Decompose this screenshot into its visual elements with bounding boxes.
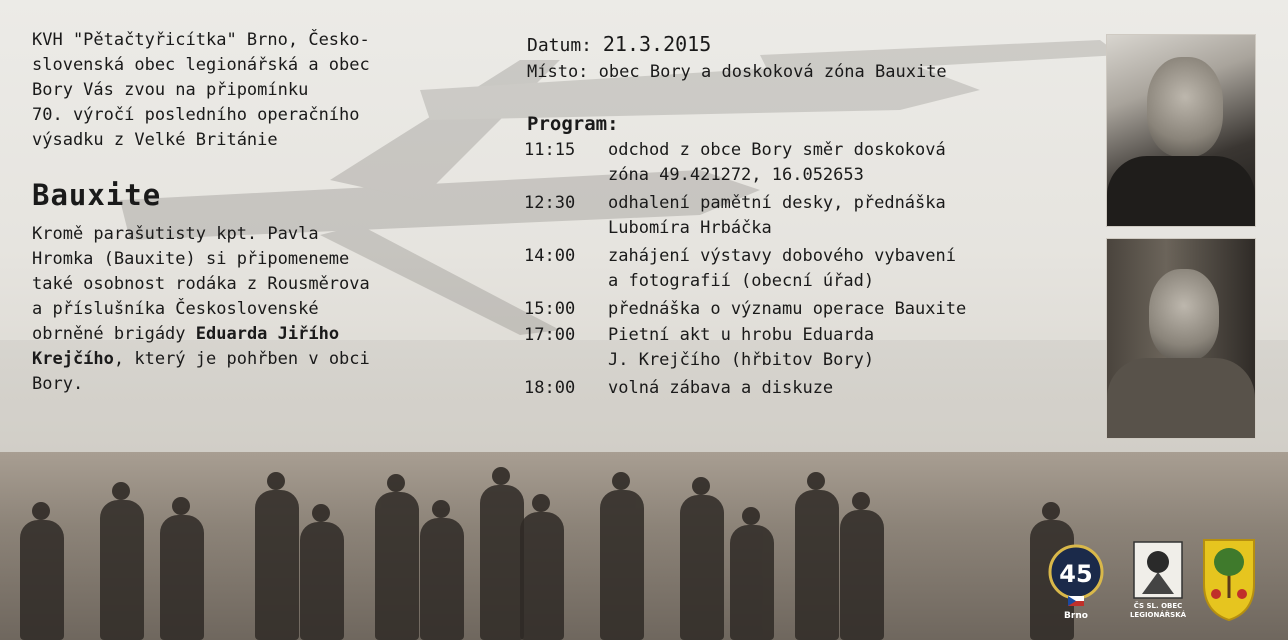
paratrooper-figure <box>20 520 64 640</box>
program-time: 15:00 <box>524 299 576 319</box>
event-place <box>527 60 947 85</box>
paratrooper-figure <box>420 518 464 640</box>
program-desc: odchod z obce Bory směr doskoková zóna 49.421272, 16.052653 <box>608 140 946 185</box>
intro-line: 70. výročí posledního operačního <box>32 105 360 125</box>
paratrooper-figure <box>600 490 644 640</box>
place-value: obec Bory a doskoková zóna Bauxite <box>598 62 947 82</box>
paratrooper-figure <box>795 490 839 640</box>
csol-legion-logo <box>1128 536 1188 622</box>
desc-line: Bory. <box>32 374 84 394</box>
portrait-eduard-krejci <box>1106 238 1256 439</box>
program-time: 17:00 <box>524 325 576 345</box>
paratrooper-figure <box>100 500 144 640</box>
paratrooper-figure <box>300 522 344 640</box>
desc-line: také osobnost rodáka z Rousměrova <box>32 274 370 294</box>
desc-line: Hromka (Bauxite) si připomeneme <box>32 249 350 269</box>
program-desc: volná zábava a diskuze <box>608 378 834 398</box>
portrait-face <box>1147 57 1223 157</box>
paratrooper-figure <box>680 495 724 640</box>
paratrooper-figure <box>520 512 564 640</box>
desc-text: , který je pohřben v obci <box>113 349 370 369</box>
program-desc: zahájení výstavy dobového vybavení a fotografií (obecní úřad) <box>608 246 956 291</box>
bory-coat-of-arms-logo <box>1200 536 1258 622</box>
desc-text: obrněné brigády <box>32 324 196 344</box>
desc-line: Kromě parašutisty kpt. Pavla <box>32 224 319 244</box>
csol-line1: ČS SL. OBEC <box>1133 602 1183 610</box>
intro-line: výsadku z Velké Británie <box>32 130 278 150</box>
program-desc: Pietní akt u hrobu Eduarda J. Krejčího (hřbitov Bory) <box>608 325 875 370</box>
program-time: 18:00 <box>524 378 576 398</box>
paratrooper-figure <box>730 525 774 640</box>
intro-line: KVH "Pětačtyřicítka" Brno, Česko- <box>32 30 370 50</box>
desc-line: a příslušníka Československé <box>32 299 319 319</box>
portrait-pavel-hromek <box>1106 34 1256 227</box>
paratrooper-figure <box>160 515 204 640</box>
intro-line: slovenská obec legionářská a obec <box>32 55 370 75</box>
program-time: 14:00 <box>524 246 576 266</box>
honoree-surname: Krejčího <box>32 349 114 369</box>
desc-line <box>32 322 370 347</box>
event-title: Bauxite <box>32 178 162 212</box>
program-desc: odhalení pamětní desky, přednáška Lubomíra Hrbáčka <box>608 193 946 238</box>
portrait-uniform <box>1107 156 1255 226</box>
portrait-uniform <box>1107 358 1255 438</box>
csol-line2: LEGIONÁŘSKÁ <box>1129 611 1187 619</box>
paratrooper-figure <box>255 490 299 640</box>
program-desc: přednáška o významu operace Bauxite <box>608 299 967 319</box>
program-time: 11:15 <box>524 140 576 160</box>
desc-line <box>32 347 370 372</box>
paratrooper-figure <box>480 485 524 640</box>
program-time: 12:30 <box>524 193 576 213</box>
program-heading: Program: <box>527 113 619 135</box>
kvh-45-badge-logo <box>1048 536 1104 622</box>
event-description <box>32 222 370 397</box>
event-date <box>527 32 711 58</box>
portrait-face <box>1149 269 1219 361</box>
invitation-intro <box>32 28 370 153</box>
kvh-number: 45 <box>1059 560 1093 588</box>
place-label: Místo: <box>527 62 589 82</box>
kvh-city: Brno <box>1064 611 1088 621</box>
date-label: Datum: <box>527 35 593 56</box>
date-value: 21.3.2015 <box>602 32 712 56</box>
paratrooper-figure <box>840 510 884 640</box>
honoree-name: Eduarda Jiřího <box>195 324 340 344</box>
intro-line: Bory Vás zvou na připomínku <box>32 80 309 100</box>
paratrooper-figure <box>375 492 419 640</box>
